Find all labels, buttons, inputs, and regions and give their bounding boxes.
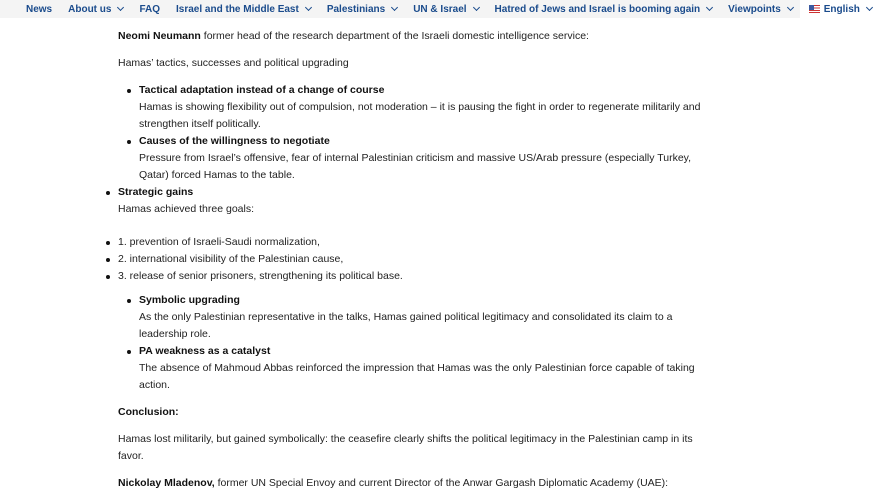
goal-item: 2. international visibility of the Palestinian cause,: [97, 251, 718, 268]
nav-about-us[interactable]: [68, 4, 123, 15]
nav-hatred-label: Hatred of Jews and Israel is booming again: [494, 3, 701, 15]
nav-viewpoints[interactable]: [728, 4, 793, 15]
list-item: [118, 343, 718, 394]
nav-palestinians[interactable]: [327, 4, 397, 15]
language-selector[interactable]: [809, 4, 872, 15]
nav-viewpoints-label: Viewpoints: [728, 3, 781, 15]
list-item: [118, 82, 718, 133]
chevron-down-icon: [706, 4, 713, 11]
chevron-down-icon: [473, 4, 480, 11]
nav-about-us-label: About us: [68, 3, 112, 15]
point-text: Pressure from Israel’s offensive, fear of internal Palestinian criticism and massive US/Arab pressure (especially Turkey, Qatar) forced Hamas to the table.: [139, 152, 692, 181]
section-intro: Hamas’ tactics, successes and political upgrading: [118, 57, 349, 69]
speaker-role: former head of the research department of the Israeli domestic intelligence service:: [200, 30, 589, 42]
list-item: [97, 184, 718, 285]
chevron-down-icon: [305, 4, 312, 11]
speaker-role: former UN Special Envoy and current Director of the Anwar Gargash Diplomatic Academy (UAE):: [214, 477, 669, 489]
goals-list: [97, 234, 718, 285]
speaker-intro: [118, 28, 718, 45]
top-navigation: [0, 0, 860, 18]
list-item: [118, 133, 718, 184]
chevron-down-icon: [866, 4, 873, 11]
point-title: Symbolic upgrading: [139, 294, 240, 306]
point-title: Causes of the willingness to negotiate: [139, 135, 330, 147]
goal-item: 3. release of senior prisoners, strengthening its political base.: [97, 268, 718, 285]
nav-news[interactable]: [26, 4, 52, 15]
list-item: [118, 292, 718, 343]
chevron-down-icon: [787, 4, 794, 11]
nav-palestinians-label: Palestinians: [326, 3, 386, 15]
point-text: As the only Palestinian representative in the talks, Hamas gained political legitimacy and consolidated its claim to a leadership role.: [139, 311, 673, 340]
nav-faq-label: FAQ: [139, 3, 161, 15]
language-label: English: [823, 3, 860, 15]
nav-news-label: News: [26, 3, 53, 15]
speaker-name: Neomi Neumann: [118, 30, 201, 42]
point-title: Tactical adaptation instead of a change of course: [139, 84, 385, 96]
point-text: Hamas achieved three goals:: [118, 203, 254, 215]
point-text: The absence of Mahmoud Abbas reinforced the impression that Hamas was the only Palestinian force capable of taking action.: [139, 362, 695, 391]
speaker-name: Nickolay Mladenov,: [118, 477, 215, 489]
nav-israel-middle-east-label: Israel and the Middle East: [176, 3, 299, 15]
article-body: [118, 28, 718, 492]
point-text: Hamas is showing flexibility out of compulsion, not moderation – it is pausing the fight in order to regenerate militarily and strengthen itself politically.: [139, 101, 701, 130]
us-flag-icon: [809, 5, 820, 13]
nav-israel-middle-east[interactable]: [176, 4, 311, 15]
chevron-down-icon: [117, 4, 124, 11]
goal-item: 1. prevention of Israeli-Saudi normalization,: [97, 234, 718, 251]
nav-un-israel[interactable]: [413, 4, 478, 15]
nav-faq[interactable]: [139, 4, 160, 15]
key-points-list: [118, 82, 718, 394]
point-title: PA weakness as a catalyst: [139, 345, 271, 357]
chevron-down-icon: [391, 4, 398, 11]
nav-hatred[interactable]: [495, 4, 713, 15]
conclusion-heading: Conclusion:: [118, 406, 179, 418]
nav-un-israel-label: UN & Israel: [413, 3, 467, 15]
conclusion-text: Hamas lost militarily, but gained symbolically: the ceasefire clearly shifts the political legitimacy in the Palestinian camp in its favor.: [118, 433, 693, 462]
speaker-intro: [118, 475, 718, 492]
point-title: Strategic gains: [118, 186, 194, 198]
